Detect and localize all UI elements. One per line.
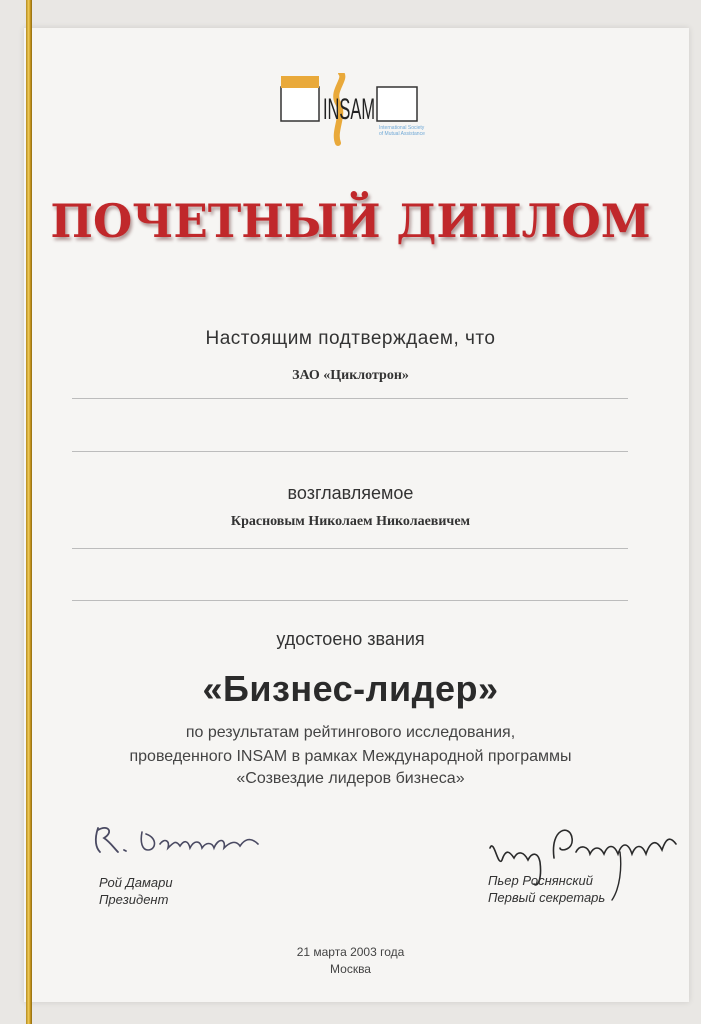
leader-name: Красновым Николаем Николаевичем [230,514,471,529]
signatory-name: Пьер Роснянский [488,873,593,888]
diploma-title: ПОЧЕТНЫЙ ДИПЛОМ [50,194,651,248]
award-title: «Бизнес-лидер» [202,668,499,709]
logo-wordmark: INSAM [323,93,375,126]
fill-line [72,398,628,399]
result-line: «Созвездие лидеров бизнеса» [236,770,465,787]
fill-line [72,548,628,549]
issue-city: Москва [330,962,371,976]
intro-text: Настоящим подтверждаем, что [205,328,496,349]
signatory-right [488,872,605,906]
result-line: проведенного INSAM в рамках Международной программы [129,748,572,765]
fill-line [72,451,628,452]
signatory-position: Первый секретарь [488,890,606,905]
signatory-left [99,874,173,908]
company-name: ЗАО «Циклотрон» [292,368,409,383]
result-line: по результатам рейтингового исследования, [185,724,516,741]
signatory-position: Президент [99,892,169,907]
awarded-text: удостоено звания [276,629,425,649]
logo-tagline-1: International Society [379,125,425,131]
led-by-text: возглавляемое [287,483,414,503]
insam-logo [275,73,425,155]
fill-line [72,600,628,601]
gold-ribbon [26,0,32,1024]
logo-tagline-2: of Mutual Assistance [379,131,425,137]
signatory-name: Рой Дамари [99,875,173,890]
signature-damari [90,818,270,868]
issue-date: 21 марта 2003 года [296,945,405,959]
